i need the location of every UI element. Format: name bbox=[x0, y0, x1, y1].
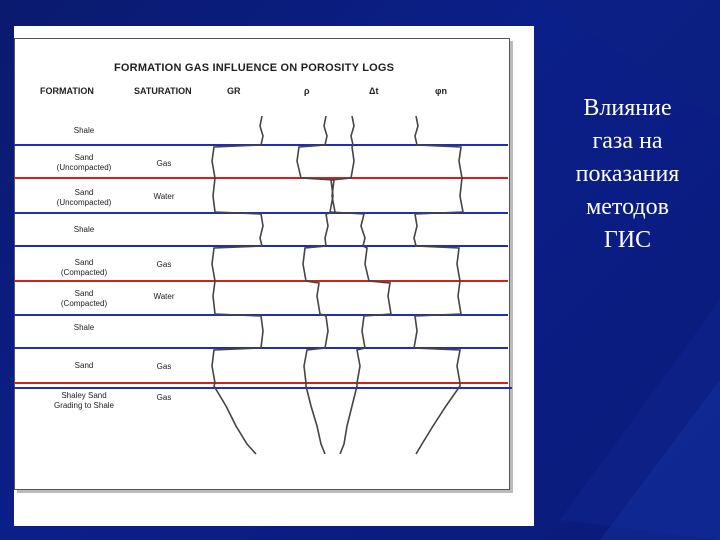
slide-caption bbox=[555, 92, 700, 257]
figure-panel bbox=[14, 26, 534, 526]
header-saturation: SATURATION bbox=[134, 86, 192, 96]
row-label: Shale bbox=[73, 323, 95, 332]
header-dt: Δt bbox=[369, 86, 379, 96]
row-label: Sand (Compacted) bbox=[60, 258, 108, 277]
saturation-label: Gas bbox=[156, 159, 172, 168]
caption-line: газа на bbox=[592, 128, 663, 154]
row-label: Sand bbox=[74, 361, 94, 370]
saturation-label: Gas bbox=[156, 260, 172, 269]
caption-line: Влияние bbox=[583, 95, 672, 121]
header-gr: GR bbox=[227, 86, 241, 96]
saturation-label: Water bbox=[153, 192, 175, 201]
row-label: Sand (Uncompacted) bbox=[56, 153, 112, 172]
phin-curve bbox=[414, 116, 463, 454]
caption-line: показания bbox=[575, 161, 680, 187]
caption-line: ГИС bbox=[603, 227, 652, 253]
caption-line: методов bbox=[586, 194, 669, 220]
row-label: Sand (Uncompacted) bbox=[56, 188, 112, 207]
figure-title: FORMATION GAS INFLUENCE ON POROSITY LOGS bbox=[114, 62, 395, 74]
header-phin: φn bbox=[435, 86, 447, 96]
rho-curve bbox=[297, 116, 335, 454]
row-label: Shaley Sand Grading to Shale bbox=[53, 391, 115, 410]
saturation-label: Gas bbox=[156, 362, 172, 371]
row-label: Shale bbox=[73, 225, 95, 234]
porosity-log-curves bbox=[14, 26, 534, 526]
dt-curve bbox=[330, 116, 391, 454]
gr-curve bbox=[212, 116, 263, 454]
header-formation: FORMATION bbox=[40, 86, 94, 96]
row-label: Sand (Compacted) bbox=[60, 289, 108, 308]
saturation-label: Water bbox=[153, 292, 175, 301]
row-label: Shale bbox=[73, 126, 95, 135]
saturation-label: Gas bbox=[156, 393, 172, 402]
header-rho: ρ bbox=[304, 86, 310, 96]
